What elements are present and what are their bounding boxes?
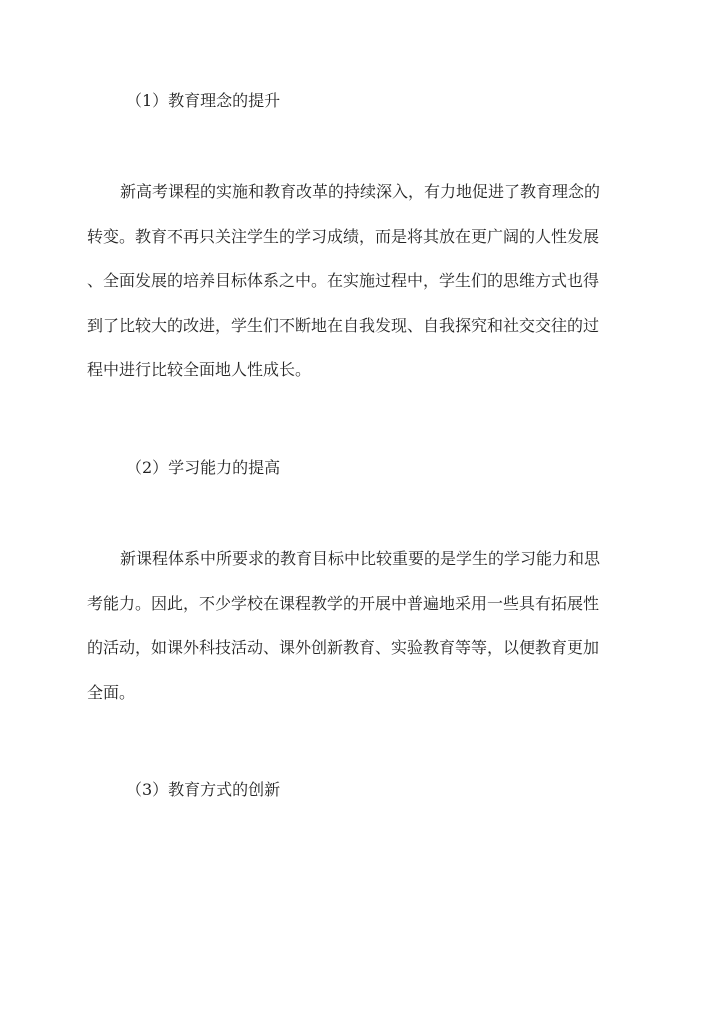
- paragraph-line: 转变。教育不再只关注学生的学习成绩，而是将其放在更广阔的人性发展: [87, 226, 600, 246]
- paragraph-line: 到了比较大的改进，学生们不断地在自我发现、自我探究和社交交往的过: [87, 315, 600, 335]
- paragraph-line: 新高考课程的实施和教育改革的持续深入，有力地促进了教育理念的: [120, 182, 601, 201]
- section-heading-1: （1）教育理念的提升: [126, 91, 281, 110]
- section-paragraph-2: [87, 537, 637, 715]
- section-heading-2: （2）学习能力的提高: [126, 458, 281, 477]
- paragraph-line: 考能力。因此，不少学校在课程教学的开展中普遍地采用一些具有拓展性: [87, 593, 600, 613]
- paragraph-line: 程中进行比较全面地人性成长。: [87, 360, 312, 379]
- paragraph-line: 新课程体系中所要求的教育目标中比较重要的是学生的学习能力和思: [120, 549, 601, 568]
- paragraph-line: 的活动，如课外科技活动、课外创新教育、实验教育等等，以便教育更加: [87, 638, 600, 657]
- section-heading-3: （3）教育方式的创新: [126, 780, 281, 799]
- paragraph-line: 、全面发展的培养目标体系之中。在实施过程中，学生们的思维方式也得: [87, 271, 600, 290]
- paragraph-line: 全面。: [87, 682, 136, 702]
- section-paragraph-1: [87, 170, 637, 393]
